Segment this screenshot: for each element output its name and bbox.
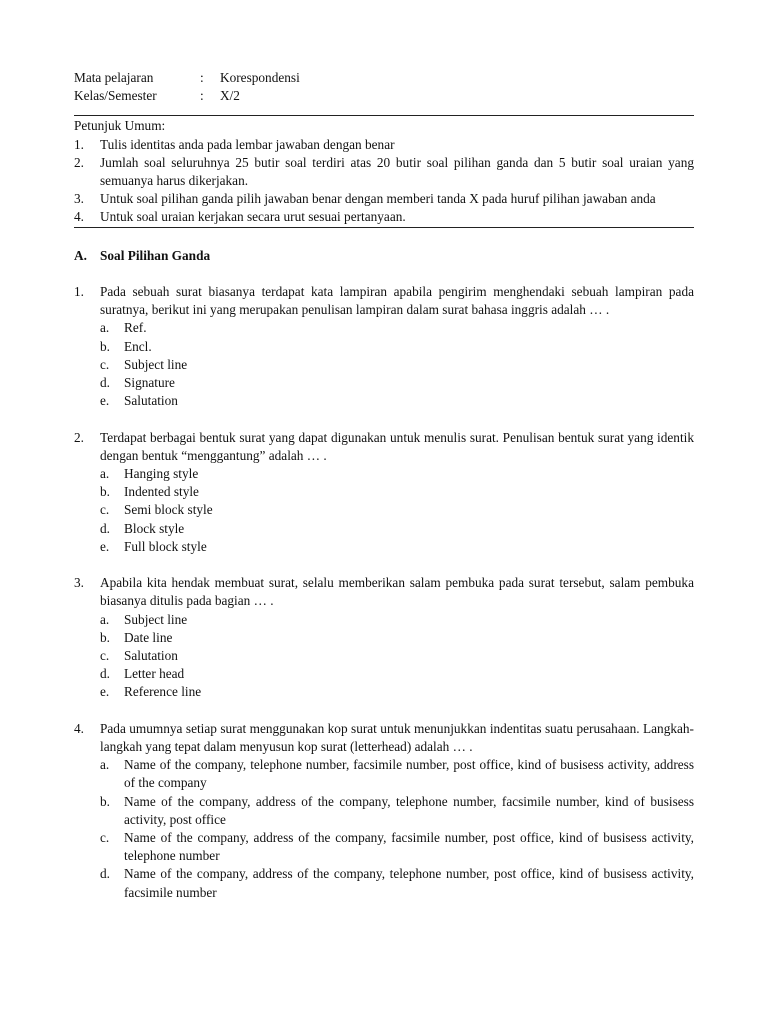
instruction-text: Untuk soal uraian kerjakan secara urut sesuai pertanyaan.: [100, 209, 406, 225]
option-row: [100, 665, 694, 683]
option-row: [100, 629, 694, 647]
class-label: Kelas/Semester: [74, 88, 157, 104]
option-text: Name of the company, telephone number, facsimile number, post office, kind of busisess activity, address of the company: [124, 757, 694, 791]
instructions-title: Petunjuk Umum:: [74, 118, 166, 134]
option-row: [100, 501, 694, 519]
option-letter: d.: [100, 866, 110, 882]
question-text: Apabila kita hendak membuat surat, selalu memberikan salam pembuka pada surat tersebut, salam pembuka biasanya ditulis pada bagian … .: [100, 575, 694, 609]
subject-value: Korespondensi: [220, 70, 300, 85]
subject-label: Mata pelajaran: [74, 70, 154, 85]
question-text: Terdapat berbagai bentuk surat yang dapat digunakan untuk menulis surat. Penulisan bentuk surat yang identik dengan bentuk “menggantung” adalah … .: [100, 429, 694, 463]
instruction-number: 3.: [74, 191, 84, 207]
option-text: Salutation: [124, 393, 178, 409]
question-item: [74, 429, 694, 556]
instruction-number: 2.: [74, 154, 84, 170]
option-text: Reference line: [124, 684, 202, 700]
option-row: [100, 865, 694, 901]
instruction-number: 4.: [74, 209, 84, 225]
instruction-text: Tulis identitas anda pada lembar jawaban dengan benar: [100, 136, 395, 152]
option-text: Ref.: [124, 320, 147, 336]
class-row: [74, 87, 694, 105]
instructions-list: [74, 136, 694, 227]
option-row: [100, 392, 694, 410]
option-text: Semi block style: [124, 502, 213, 518]
option-row: [100, 683, 694, 701]
divider-bottom: [74, 227, 694, 228]
instruction-item: [74, 136, 694, 154]
instruction-text: Untuk soal pilihan ganda pilih jawaban benar dengan memberi tanda X pada huruf pilihan jawaban anda: [100, 191, 656, 207]
question-item: [74, 574, 694, 701]
option-letter: c.: [100, 830, 110, 846]
option-text: Indented style: [124, 484, 199, 500]
subject-colon: :: [200, 70, 204, 85]
question-number: 3.: [74, 575, 84, 591]
question-body: [100, 574, 694, 701]
option-letter: d.: [100, 375, 110, 390]
option-text: Name of the company, address of the company, telephone number, facsimile number, kind of busisess activity, post office: [124, 793, 694, 827]
class-colon: :: [200, 88, 204, 104]
option-row: [100, 319, 694, 337]
option-row: [100, 483, 694, 501]
question-body: [100, 429, 694, 556]
option-letter: d.: [100, 520, 110, 536]
option-text: Subject line: [124, 611, 188, 627]
option-row: [100, 356, 694, 374]
divider-top: [74, 115, 694, 116]
option-text: Subject line: [124, 356, 188, 372]
option-row: [100, 611, 694, 629]
subject-row: [74, 69, 694, 87]
option-row: [100, 647, 694, 665]
option-text: Signature: [124, 375, 175, 390]
option-letter: c.: [100, 356, 110, 372]
option-letter: b.: [100, 629, 110, 645]
option-letter: b.: [100, 793, 110, 809]
section-title: Soal Pilihan Ganda: [100, 247, 211, 263]
option-letter: e.: [100, 684, 110, 700]
option-text: Full block style: [124, 538, 207, 554]
instruction-item: [74, 208, 694, 226]
instruction-number: 1.: [74, 136, 84, 152]
option-row: [100, 538, 694, 556]
class-value: X/2: [220, 88, 240, 104]
option-text: Salutation: [124, 648, 178, 664]
exam-page: [74, 69, 694, 902]
question-item: [74, 720, 694, 902]
section-letter: A.: [74, 247, 87, 263]
option-row: [100, 793, 694, 829]
option-row: [100, 338, 694, 356]
option-letter: b.: [100, 338, 110, 354]
question-number: 4.: [74, 720, 84, 736]
option-text: Block style: [124, 520, 185, 536]
instruction-item: [74, 154, 694, 190]
question-number: 1.: [74, 283, 84, 299]
option-letter: c.: [100, 502, 110, 518]
option-row: [100, 374, 694, 392]
question-text: Pada umumnya setiap surat menggunakan kop surat untuk menunjukkan indentitas suatu perusahaan. Langkah-langkah yang tepat dalam menyusun kop surat (letterhead) adalah … .: [100, 720, 694, 755]
option-row: [100, 756, 694, 792]
option-row: [100, 520, 694, 538]
question-number: 2.: [74, 429, 84, 445]
option-text: Hanging style: [124, 466, 199, 481]
option-text: Date line: [124, 629, 173, 645]
option-row: [100, 829, 694, 865]
option-letter: e.: [100, 538, 110, 554]
option-text: Letter head: [124, 666, 185, 682]
option-letter: a.: [100, 466, 110, 481]
option-letter: c.: [100, 648, 110, 664]
option-letter: d.: [100, 666, 110, 682]
option-text: Name of the company, address of the company, facsimile number, post office, kind of busisess activity, telephone number: [124, 830, 694, 864]
question-item: [74, 283, 694, 410]
option-text: Name of the company, address of the company, telephone number, post office, kind of busisess activity, facsimile number: [124, 866, 694, 900]
option-row: [100, 465, 694, 483]
instruction-text: Jumlah soal seluruhnya 25 butir soal terdiri atas 20 butir soal pilihan ganda dan 5 butir soal uraian yang semuanya harus dikerjakan.: [100, 154, 694, 188]
question-text: Pada sebuah surat biasanya terdapat kata lampiran apabila pengirim menghendaki sebuah lampiran pada suratnya, berikut ini yang merupakan penulisan lampiran dalam surat bahasa inggris adalah … .: [100, 283, 694, 318]
question-body: [100, 283, 694, 410]
question-body: [100, 720, 694, 902]
section-heading: [74, 247, 694, 265]
option-letter: e.: [100, 393, 110, 409]
option-letter: b.: [100, 484, 110, 500]
option-letter: a.: [100, 611, 110, 627]
option-letter: a.: [100, 757, 110, 773]
instruction-item: [74, 190, 694, 208]
option-text: Encl.: [124, 338, 152, 354]
option-letter: a.: [100, 320, 110, 336]
